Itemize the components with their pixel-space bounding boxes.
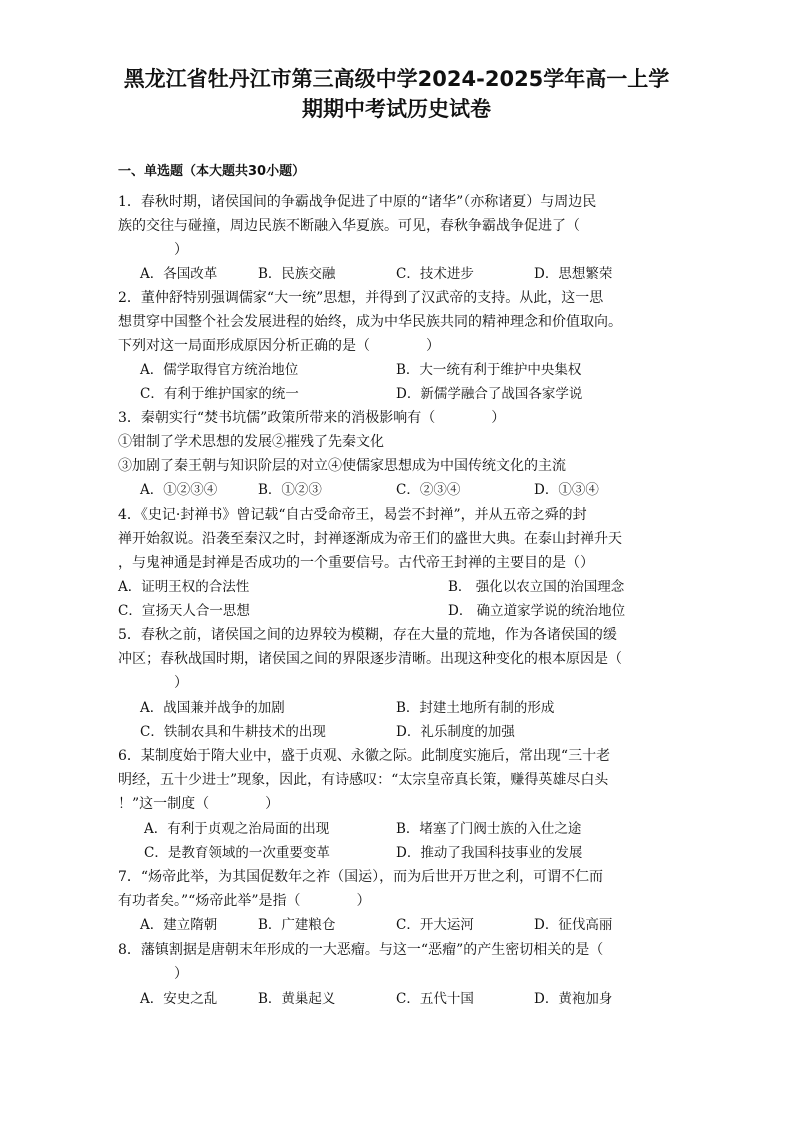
title-line-2: 期期中考试历史试卷	[302, 97, 491, 121]
option-b[interactable]: B．民族交融	[258, 266, 336, 282]
question-line: 2．董仲舒特别强调儒家“大一统”思想，并得到了汉武帝的支持。从此，这一思	[118, 290, 604, 306]
option-d[interactable]: D．推动了我国科技事业的发展	[396, 845, 583, 861]
question-line: ，与鬼神通是封禅是否成功的一个重要信号。古代帝王封禅的主要目的是（）	[118, 555, 594, 571]
option-d[interactable]: D．①③④	[534, 482, 599, 498]
option-b[interactable]: B．堵塞了门阀士族的入仕之途	[396, 821, 582, 837]
question-line: 3．秦朝实行“焚书坑儒”政策所带来的消极影响有（ ）	[118, 410, 506, 426]
question-line: 8．藩镇割据是唐朝末年形成的一大恶瘤。与这一“恶瘤”的产生密切相关的是（	[118, 942, 604, 958]
option-c[interactable]: C．铁制农具和牛耕技术的出现	[140, 724, 326, 740]
question-line: ！”这一制度（ ）	[118, 796, 280, 812]
option-b[interactable]: B．大一统有利于维护中央集权	[396, 362, 582, 378]
option-d[interactable]: D．黄袍加身	[534, 991, 613, 1007]
question-line: 7．“炀帝此举，为其国促数年之祚（国运），而为后世开万世之利，可谓不仁而	[118, 869, 604, 885]
page-title	[100, 64, 693, 124]
option-c[interactable]: C．开大运河	[396, 917, 474, 933]
option-a[interactable]: A．战国兼并战争的加剧	[140, 700, 285, 716]
option-a[interactable]: A．各国改革	[140, 266, 218, 282]
question-line: 有功者矣。”“炀帝此举”是指（ ）	[118, 893, 371, 909]
option-d[interactable]: D．征伐高丽	[534, 917, 613, 933]
options-row	[140, 696, 680, 720]
option-b[interactable]: B．封建土地所有制的形成	[396, 700, 555, 716]
options-row	[140, 262, 680, 286]
option-a[interactable]: A．①②③④	[140, 482, 218, 498]
question-line: 明经，五十少进士”现象，因此，有诗感叹：“太宗皇帝真长策，赚得英雄尽白头	[118, 772, 609, 788]
option-b[interactable]: B．①②③	[258, 482, 322, 498]
question-line: ）	[118, 242, 188, 258]
question-line: 想贯穿中国整个社会发展进程的始终，成为中华民族共同的精神理念和价值取向。	[118, 314, 622, 330]
section-heading: 一、单选题（本大题共30小题）	[118, 164, 306, 179]
option-a[interactable]: A．证明王权的合法性	[118, 579, 250, 595]
option-d[interactable]: D．新儒学融合了战国各家学说	[396, 386, 583, 402]
option-d[interactable]: D．礼乐制度的加强	[396, 724, 515, 740]
question-line: 禅开始叙说。沿袭至秦汉之时，封禅逐渐成为帝王们的盛世大典。在泰山封禅升天	[118, 531, 622, 547]
option-c[interactable]: C．有利于维护国家的统一	[140, 386, 299, 402]
question-line: ①钳制了学术思想的发展②摧残了先秦文化	[118, 434, 384, 450]
options-row	[140, 987, 680, 1011]
option-a[interactable]: A．有利于贞观之治局面的出现	[144, 821, 330, 837]
question-line: ）	[118, 675, 188, 691]
question-line: 冲区；春秋战国时期，诸侯国之间的界限逐步清晰。出现这种变化的根本原因是（	[118, 651, 622, 667]
option-a[interactable]: A．建立隋朝	[140, 917, 218, 933]
options-row	[140, 382, 680, 406]
option-b[interactable]: B． 强化以农立国的治国理念	[448, 579, 625, 595]
question-line: 族的交往与碰撞，周边民族不断融入华夏族。可见，春秋争霸战争促进了（	[118, 218, 580, 234]
options-row	[140, 478, 680, 502]
title-line-1: 黑龙江省牡丹江市第三高级中学2024-2025学年高一上学	[123, 67, 670, 91]
options-row	[118, 575, 658, 599]
question-line: ）	[118, 966, 188, 982]
option-c[interactable]: C．宣扬天人合一思想	[118, 603, 250, 619]
question-line: 下列对这一局面形成原因分析正确的是（ ）	[118, 338, 440, 354]
option-a[interactable]: A．安史之乱	[140, 991, 218, 1007]
question-line: 6．某制度始于隋大业中，盛于贞观、永徽之际。此制度实施后，常出现“三十老	[118, 748, 611, 764]
option-c[interactable]: C．是教育领域的一次重要变革	[144, 845, 330, 861]
question-line: ③加剧了秦王朝与知识阶层的对立④使儒家思想成为中国传统文化的主流	[118, 458, 566, 474]
option-b[interactable]: B．广建粮仓	[258, 917, 336, 933]
options-row	[140, 913, 680, 937]
option-b[interactable]: B．黄巢起义	[258, 991, 336, 1007]
option-a[interactable]: A．儒学取得官方统治地位	[140, 362, 299, 378]
option-c[interactable]: C．技术进步	[396, 266, 474, 282]
options-row	[140, 720, 680, 744]
option-c[interactable]: C．②③④	[396, 482, 461, 498]
option-c[interactable]: C．五代十国	[396, 991, 474, 1007]
options-row	[140, 817, 680, 841]
options-row	[118, 599, 658, 623]
question-line: 1．春秋时期，诸侯国间的争霸战争促进了中原的“诸华”（亦称诸夏）与周边民	[118, 194, 597, 210]
option-d[interactable]: D． 确立道家学说的统治地位	[448, 603, 626, 619]
options-row	[140, 841, 680, 865]
options-row	[140, 358, 680, 382]
question-line: 5．春秋之前，诸侯国之间的边界较为模糊，存在大量的荒地，作为各诸侯国的缓	[118, 627, 617, 643]
question-line: 4．《史记·封禅书》曾记载“自古受命帝王，曷尝不封禅”，并从五帝之舜的封	[118, 507, 587, 523]
option-d[interactable]: D．思想繁荣	[534, 266, 613, 282]
